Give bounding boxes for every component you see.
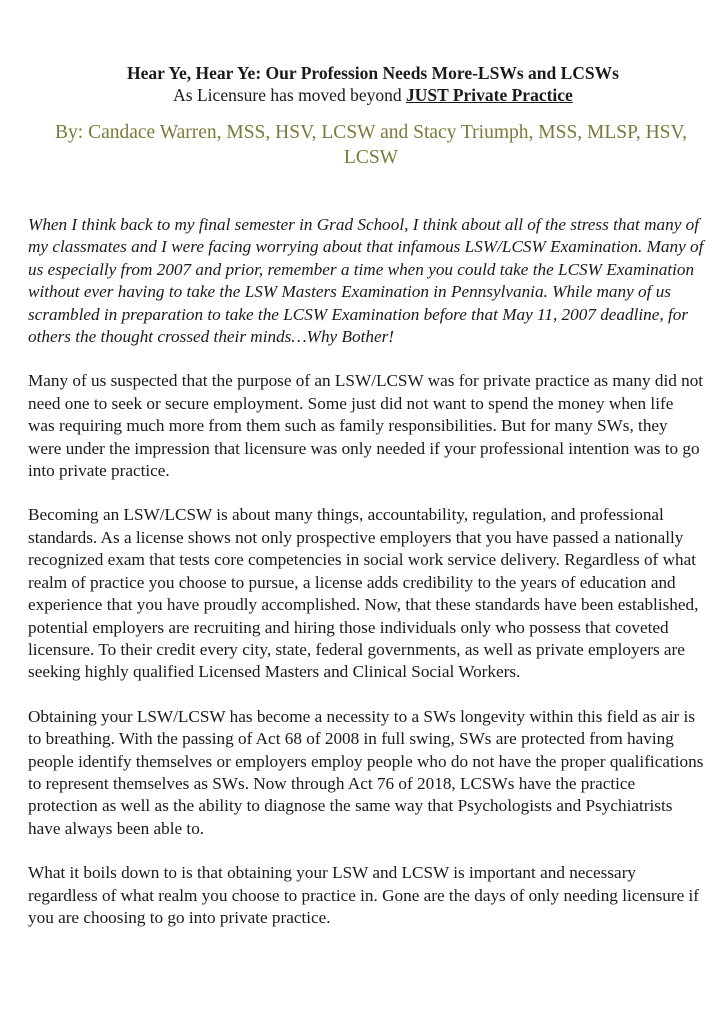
paragraph-conclusion: What it boils down to is that obtaining your LSW and LCSW is important and necessary regardless of what realm you choose to practice in. Gone are the days of only needing licensure if you are choosing to go into private practice. [28,863,700,927]
subtitle-prefix: As Licensure has moved beyond [173,85,406,105]
document-title: Hear Ye, Hear Ye: Our Profession Needs More-LSWs and LCSWs [127,63,619,83]
paragraph-intro: When I think back to my final semester in Grad School, I think about all of the stress that many of my classmates and I were facing worrying about that infamous LSW/LCSW Examination. Many of us especially from 2007 and prior, remember a time when you could take the LCSW Examination without ever having to take the LSW Masters Examination in Pennsylvania. While many of us scrambled in preparation to take the LCSW Examination before that May 11, 2007 deadline, for others the thought crossed their minds…Why Bother! [28,215,704,347]
author-byline: By: Candace Warren, MSS, HSV, LCSW and Stacy Triumph, MSS, MLSP, HSV, LCSW [55,122,687,168]
subtitle-emphasis: JUST Private Practice [405,85,573,105]
document-subtitle [28,84,704,106]
article-body [28,214,704,929]
paragraph-standards: Becoming an LSW/LCSW is about many things, accountability, regulation, and professional standards. As a license shows not only prospective employers that you have passed a nationally recognized exam that tests core competencies in social work service delivery. Regardless of what realm of practice you choose to pursue, a license adds credibility to the years of education and experience that you have proudly accomplished. Now, that these standards have been established, potential employers are recruiting and hiring those individuals only who possess that coveted licensure. To their credit every city, state, federal governments, as well as private employers are seeking highly qualified Licensed Masters and Clinical Social Workers. [28,505,699,682]
paragraph-purpose: Many of us suspected that the purpose of an LSW/LCSW was for private practice as many did not need one to seek or secure employment. Some just did not want to spend the money when life was requiring much more from them such as family responsibilities. But for many SWs, they were under the impression that licensure was only needed if your professional intention was to go into private practice. [28,371,704,481]
paragraph-necessity: Obtaining your LSW/LCSW has become a necessity to a SWs longevity within this field as air is to breathing. With the passing of Act 68 of 2008 in full swing, SWs are protected from having people identify themselves or employers employ people who do not have the proper qualifications to represent themselves as SWs. Now through Act 76 of 2018, LCSWs have the practice protection as well as the ability to diagnose the same way that Psychologists and Psychiatrists have always been able to. [28,706,704,838]
